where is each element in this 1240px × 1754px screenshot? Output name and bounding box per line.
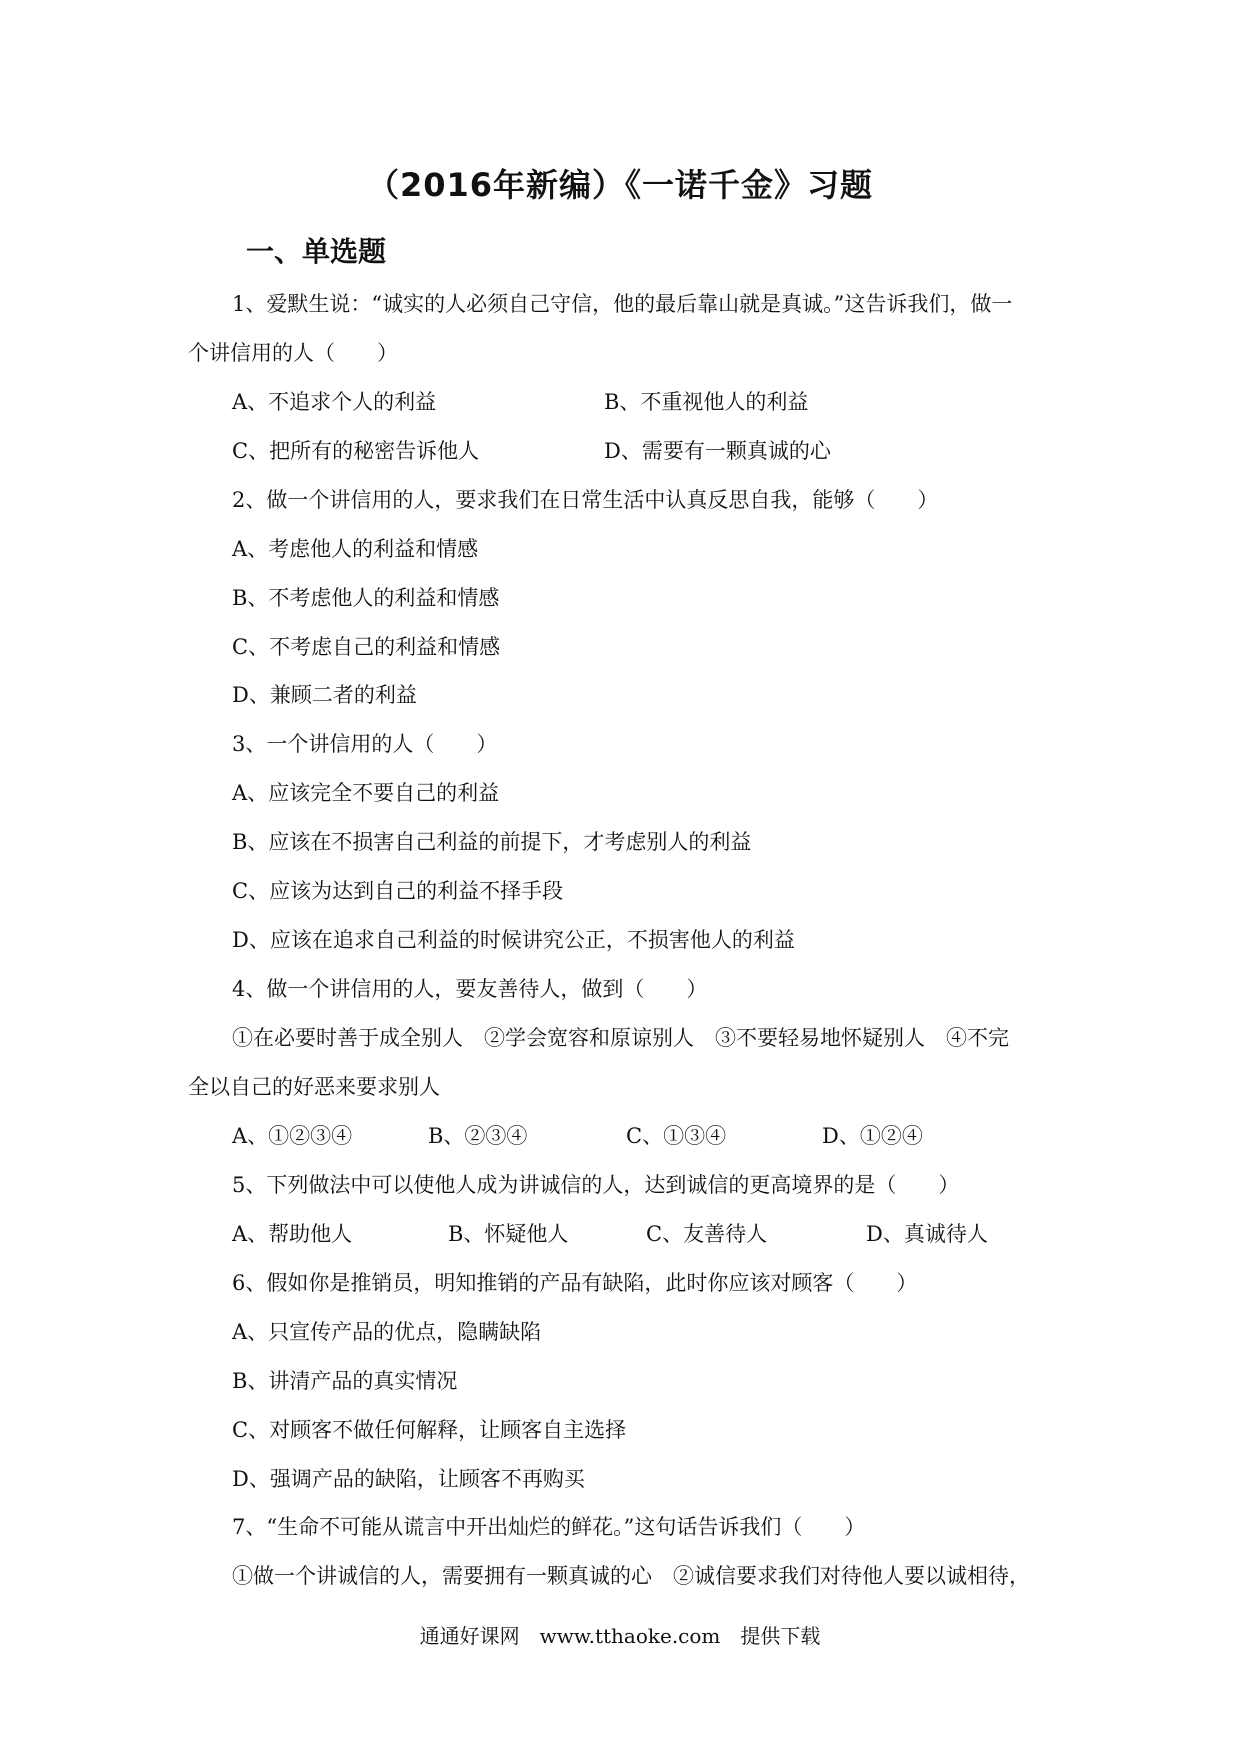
q4-option-b: B、②③④ [428,1124,528,1148]
q7-stem: 7、“生命不可能从谎言中开出灿烂的鲜花。”这句话告诉我们（ ） [232,1515,866,1539]
q1-option-d: D、需要有一颗真诚的心 [604,439,831,463]
section-heading: 一、单选题 [246,235,387,268]
q1-option-c: C、把所有的秘密告诉他人 [232,439,480,463]
q3-stem: 3、一个讲信用的人（ ） [232,732,498,756]
q6-option-a: A、只宣传产品的优点，隐瞒缺陷 [232,1320,542,1344]
q4-option-c: C、①③④ [626,1124,727,1148]
q5-option-c: C、友善待人 [646,1222,768,1246]
q5-option-b: B、怀疑他人 [448,1222,569,1246]
q4-items-line1: ①在必要时善于成全别人 ②学会宽容和原谅别人 ③不要轻易地怀疑别人 ④不完 [232,1026,1009,1050]
q3-option-a: A、应该完全不要自己的利益 [232,781,500,805]
q7-items-line1: ①做一个讲诚信的人，需要拥有一颗真诚的心 ②诚信要求我们对待他人要以诚相待， [232,1564,1030,1588]
q3-option-b: B、应该在不损害自己利益的前提下，才考虑别人的利益 [232,830,752,854]
q5-option-d: D、真诚待人 [866,1222,988,1246]
q6-stem: 6、假如你是推销员，明知推销的产品有缺陷，此时你应该对顾客（ ） [232,1271,918,1295]
q4-option-d: D、①②④ [822,1124,923,1148]
q3-option-c: C、应该为达到自己的利益不择手段 [232,879,564,903]
q2-option-a: A、考虑他人的利益和情感 [232,537,479,561]
q1-option-b: B、不重视他人的利益 [604,390,809,414]
q5-stem: 5、下列做法中可以使他人成为讲诚信的人，达到诚信的更高境界的是（ ） [232,1173,960,1197]
q4-option-a: A、①②③④ [232,1124,353,1148]
q2-option-b: B、不考虑他人的利益和情感 [232,586,500,610]
page-footer: 通通好课网 www.tthaoke.com 提供下载 [419,1624,821,1648]
q2-option-d: D、兼顾二者的利益 [232,683,417,707]
q1-option-a: A、不追求个人的利益 [232,390,437,414]
q3-option-d: D、应该在追求自己利益的时候讲究公正，不损害他人的利益 [232,928,795,952]
q4-items-line2: 全以自己的好恶来要求别人 [188,1075,440,1099]
q2-stem: 2、做一个讲信用的人，要求我们在日常生活中认真反思自我，能够（ ） [232,488,939,512]
q6-option-b: B、讲清产品的真实情况 [232,1369,458,1393]
q4-stem: 4、做一个讲信用的人，要友善待人，做到（ ） [232,977,708,1001]
q6-option-d: D、强调产品的缺陷，让顾客不再购买 [232,1467,585,1491]
q5-option-a: A、帮助他人 [232,1222,353,1246]
page-title: （2016年新编）《一诺千金》习题 [366,166,874,204]
q2-option-c: C、不考虑自己的利益和情感 [232,635,501,659]
q1-stem-line1: 1、爱默生说：“诚实的人必须自己守信，他的最后靠山就是真诚。”这告诉我们，做一 [232,292,1013,316]
q6-option-c: C、对顾客不做任何解释，让顾客自主选择 [232,1418,627,1442]
q1-stem-line2: 个讲信用的人（ ） [188,341,398,365]
